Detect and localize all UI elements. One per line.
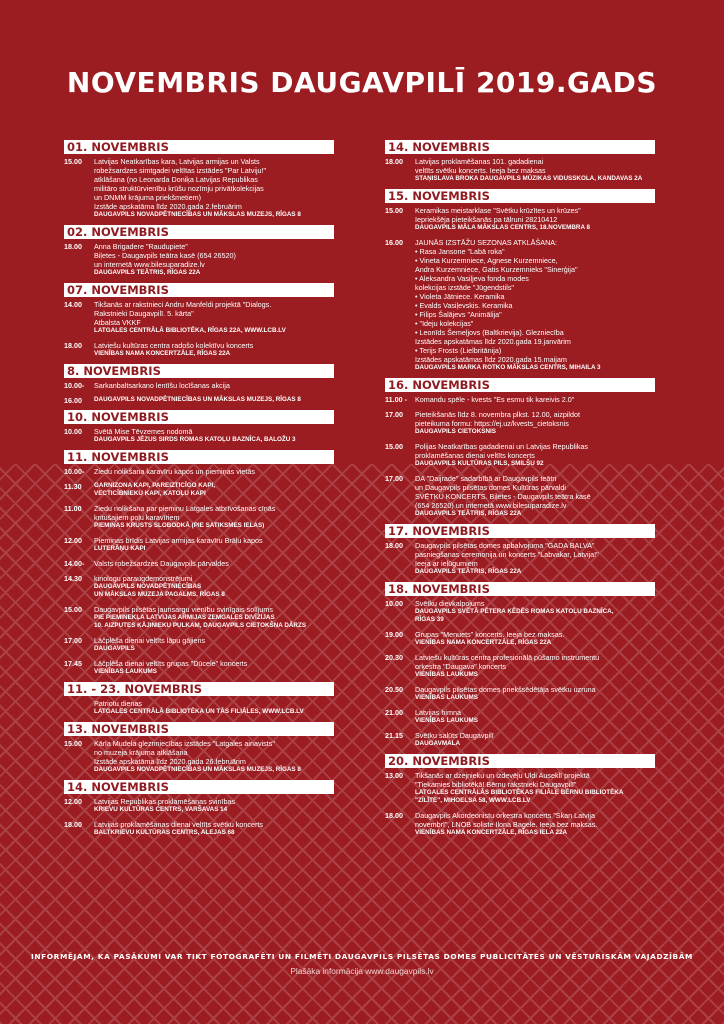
event-description: Keramikas meistarklase "Svētku krūzītes un krūzes" Iepriekšēja pieteikšanās pa tālruni 28210412 — [415, 206, 581, 224]
event-item — [385, 410, 655, 436]
date-section — [385, 582, 655, 748]
event-item — [64, 536, 334, 553]
date-header: 16. NOVEMBRIS — [385, 378, 655, 392]
event-time: 18.00 — [385, 541, 403, 550]
date-header: 8. NOVEMBRIS — [64, 364, 334, 378]
event-time: 15.00 — [64, 157, 82, 166]
event-description: Lāčplēša dienai veltīts lāpu gājiens — [94, 636, 206, 645]
event-venue: LATGALES CENTRĀLĀ BIBLIOTĒKA UN TĀS FILIĀLES, WWW.LCB.LV — [94, 708, 304, 715]
date-header: 14. NOVEMBRIS — [385, 140, 655, 154]
event-venue: DAUGAVMALA — [415, 740, 461, 747]
event-item — [64, 574, 334, 599]
date-section — [64, 140, 334, 219]
event-time: 18.00 — [64, 242, 82, 251]
event-item — [64, 482, 334, 498]
event-time: 14.30 — [64, 574, 82, 583]
event-venue: PIEMIŅAS KRUSTS SLOBODKĀ (PIE SATIKSMES IELAS) — [94, 522, 265, 529]
event-time: 18.00 — [64, 820, 82, 829]
event-venue: BALTKRIEVU KULTŪRAS CENTRS, ALEJAS 68 — [94, 829, 235, 836]
date-header: 11. - 23. NOVEMBRIS — [64, 682, 334, 696]
date-section — [385, 140, 655, 183]
event-venue: KRIEVU KULTŪRAS CENTRS, VARŠAVAS 14 — [94, 806, 228, 813]
event-time: 18.00 — [385, 811, 403, 820]
event-description: Valsts robežsardzes Daugavpils pārvaldes — [94, 559, 229, 568]
event-venue: VIENĪBAS LAUKUMS — [415, 671, 478, 678]
event-description: Tikšanās ar dzejnieku un izdevēju Uldi Auseklī projektā "Tiekamies bibliotēkā! Bērnu rakstnieki Daugavpilī" — [415, 771, 590, 789]
event-description: Latvijas proklamēšanas dienai veltīts svētku koncerts — [94, 820, 263, 829]
event-time: 13.00 — [385, 771, 403, 780]
event-description: Daugavpils pilsētas domes apbalvojuma "GADA BALVA" pasniegšanas ceremonija un koncerts "Labvakar, Latvija!" Ieeja ar ielūgumiem — [415, 541, 599, 568]
event-venue: DAUGAVPILS — [94, 645, 135, 652]
event-venue: GARNIZONA KAPI, PAREIZTICĪGO KAPI, VECTICĪBNIEKU KAPI, KATOĻU KAPI — [94, 482, 216, 497]
event-time: 18.00 — [385, 157, 403, 166]
event-item — [385, 771, 655, 805]
event-item — [385, 442, 655, 468]
event-time: 15.00 — [385, 206, 403, 215]
event-item — [64, 739, 334, 774]
event-item — [385, 731, 655, 748]
event-venue: DAUGAVPILS TEĀTRIS, RĪGAS 22A — [94, 269, 201, 276]
event-description: Svētā Mise Tēvzemes nodomā — [94, 427, 193, 436]
date-section — [385, 189, 655, 372]
event-item — [64, 381, 334, 390]
date-header: 14. NOVEMBRIS — [64, 780, 334, 794]
date-section — [64, 364, 334, 404]
event-time: 10.00 — [64, 427, 82, 436]
event-description: Latviešu kultūras centra radošo kolektīvu koncerts — [94, 341, 254, 350]
event-description: Ziedu nolikšana karavīru kapos un piemiņas vietās — [94, 467, 256, 476]
date-header: 02. NOVEMBRIS — [64, 225, 334, 239]
event-time: 19.00 — [385, 630, 403, 639]
event-venue: VIENĪBAS NAMA KONCERTZĀLE, RĪGAS 22A — [415, 639, 552, 646]
event-venue: DAUGAVPILS MĀLA MĀKSLAS CENTRS, 18.NOVEMBRA 8 — [415, 224, 591, 231]
date-header: 01. NOVEMBRIS — [64, 140, 334, 154]
event-venue: DAUGAVPILS TEĀTRIS, RĪGAS 22A — [415, 510, 522, 517]
event-time: 12.00 — [64, 536, 82, 545]
event-description: Latvijas Republikas proklamēšanas svinības — [94, 797, 236, 806]
event-item — [64, 341, 334, 358]
event-item — [64, 504, 334, 530]
event-item — [64, 605, 334, 630]
event-venue: VIENĪBAS LAUKUMS — [94, 668, 157, 675]
event-time: 15.00 — [385, 442, 403, 451]
date-section — [64, 682, 334, 716]
event-item — [64, 300, 334, 335]
event-description: Sarkanbaltsarkano lentīšu locīšanas akcija — [94, 381, 230, 390]
event-time: 10.00- — [64, 467, 85, 476]
event-description: Latviešu kultūras centra profesionālā pūšamo instrumentu orķestra "Daugava" koncerts — [415, 653, 600, 671]
event-venue: DAUGAVPILS SVĒTĀ PĒTERA ĶĒDĒS ROMAS KATOĻU BAZNĪCA, RĪGAS 39 — [415, 608, 614, 623]
event-venue: DAUGAVPILS KULTŪRAS PILS, SMILŠU 92 — [415, 460, 544, 467]
date-header: 17. NOVEMBRIS — [385, 524, 655, 538]
event-description: Tikšanās ar rakstnieci Andru Manfeldi projektā "Dialogs. Rakstnieki Daugavpilī. 5. kārta" Atbalsta VKKF — [94, 300, 272, 327]
event-time: 16.00 — [64, 396, 82, 405]
event-description: Latvijas proklamēšanas 101. gadadienai veltīts svētku koncerts. Ieeja bez maksas — [415, 157, 546, 175]
event-description: Polijas Neatkarības gadadienai un Latvijas Republikas proklamēšanas dienai veltīts koncerts — [415, 442, 589, 460]
event-time: 17.00 — [385, 474, 403, 483]
date-section — [64, 722, 334, 774]
event-item — [64, 659, 334, 676]
date-section — [385, 524, 655, 576]
event-description: Ziedu nolikšana par piemiņu Latgales atbrīvošanas cīņās kritušajiem poļu karavīriem — [94, 504, 276, 522]
date-header: 13. NOVEMBRIS — [64, 722, 334, 736]
date-section — [385, 754, 655, 837]
page-title: NOVEMBRIS DAUGAVPILĪ 2019.GADS — [66, 66, 658, 99]
event-time: 14.00- — [64, 559, 85, 568]
event-description: Grupas "Menuets" koncerts. Ieeja bez maksas. — [415, 630, 565, 639]
event-description: Komandu spēle - kvests "Es esmu tik kareivis 2.0" — [415, 395, 575, 404]
event-time: 10.00- — [64, 381, 85, 390]
event-item — [385, 395, 655, 404]
date-header: 15. NOVEMBRIS — [385, 189, 655, 203]
event-description: kinologu paraugdemonstrējumi — [94, 574, 193, 583]
date-section — [385, 378, 655, 518]
event-time: 17.45 — [64, 659, 82, 668]
event-item — [385, 599, 655, 624]
event-venue: DAUGAVPILS NOVADPĒTNIECĪBAS UN MĀKSLAS MUZEJS, RĪGAS 8 — [94, 211, 301, 218]
event-venue: DAUGAVPILS NOVADPĒTNIECĪBAS UN MĀKSLAS MUZEJA PAGALMS, RĪGAS 8 — [94, 583, 225, 598]
date-header: 10. NOVEMBRIS — [64, 410, 334, 424]
event-item — [64, 242, 334, 277]
event-description: Piemiņas brīdis Latvijas armijas karavīru Brāļu kapos — [94, 536, 263, 545]
event-item — [64, 157, 334, 219]
event-item — [385, 206, 655, 232]
event-description: Daugavpils pilsētas domes priekšsēdētāja svētku uzruna — [415, 685, 596, 694]
event-venue: DAUGAVPILS JĒZUS SIRDS ROMAS KATOĻU BAZNĪCA, BALOŽU 3 — [94, 436, 296, 443]
event-venue: PIE PIEMINEKĻA LATVIJAS ARMIJAS ZEMGALES DIVĪZIJAS 10. AIZPUTES KĀJINIEKU PULKAM, DAUGAVPILS CIETOKŠŅA DĀRZS — [94, 614, 307, 629]
event-description: Latvijas Neatkarības kara, Latvijas armijas un Valsts robežsardzes simtgadei veltītas izstādes "Par Latviju!" atklāšana (no Leonarda Doniķa Latvijas Republikas militāro struktūrvienību krūšu nozīmju privātkolekcijas un DNMM krājuma priekšmetiem) Izstāde apskatāma līdz 2020.gada 2.februārim — [94, 157, 267, 211]
event-item — [64, 396, 334, 404]
event-venue: DAUGAVPILS MARKA ROTKO MĀKSLAS CENTRS, MIHAILA 3 — [415, 364, 601, 371]
event-venue: LUTERĀŅU KAPI — [94, 545, 146, 552]
event-time: 20.50 — [385, 685, 403, 694]
event-venue: DAUGAVPILS NOVADPĒTNIECĪBAS UN MĀKSLAS MUZEJS, RĪGAS 8 — [94, 396, 301, 403]
event-description: Daugavpils pilsētas jaunsargu vienību svinīgais solījums — [94, 605, 273, 614]
event-item — [64, 820, 334, 837]
event-time: 11.00 — [64, 504, 82, 513]
event-time: 21.15 — [385, 731, 403, 740]
event-description: JAUNĀS IZSTĀŽU SEZONAS ATKLĀŠANA: • Rasa Jansone "Labā roka" • Vineta Kurzemniece, Agnese Kurzemniece, Andra Kurzemniece, Gatis Kurzemnieks "Sinerģija" • Aleksandra Vasiļjeva fonda modes kolekcijas izstāde "Jūgendstils" • Violeta Jātniece. Keramika • Evalds Vasiļevskis. Keramika • Filips Šalājevs "Animālija" • "Ideju kolekcijas" • Leonīds Šemeļjovs (Baltkrievija). Glezniecība Izstādes apskatāmas līdz 2020.gada 19.janvārim • Terijs Frosts (Lielbritānija) Izstādes apskatāmas līdz 2020.gada 15.maijam — [415, 238, 578, 364]
event-time: 15.00 — [64, 739, 82, 748]
event-item — [385, 811, 655, 837]
event-item — [64, 797, 334, 814]
event-venue: VIENĪBAS NAMA KONCERTZĀLE, RĪGAS 22A — [94, 350, 231, 357]
event-time: 11.00 - — [385, 395, 407, 404]
event-item — [64, 636, 334, 653]
event-venue: DAUGAVPILS NOVADPĒTNIECĪBAS UN MĀKSLAS MUZEJS, RĪGAS 8 — [94, 766, 301, 773]
event-item — [385, 238, 655, 372]
event-description: Patriotu dienas — [94, 699, 142, 708]
event-time: 14.00 — [64, 300, 82, 309]
event-item — [385, 653, 655, 679]
event-venue: VIENĪBAS NAMA KONCERTZĀLE, RĪGAS IELA 22A — [415, 829, 568, 836]
event-description: Svētku salūts Daugavpilī — [415, 731, 494, 740]
date-header: 20. NOVEMBRIS — [385, 754, 655, 768]
date-section — [64, 410, 334, 444]
right-column — [385, 140, 655, 843]
event-item — [64, 427, 334, 444]
event-time: 15.00 — [64, 605, 82, 614]
event-description: Latvijas himna — [415, 708, 461, 717]
date-header: 11. NOVEMBRIS — [64, 450, 334, 464]
date-section — [64, 450, 334, 676]
event-time: 10.00 — [385, 599, 403, 608]
event-venue: LATGALES CENTRĀLĀS BIBLIOTĒKAS FILIĀLE BĒRNU BIBLIOTĒKA "ZĪLĪTE", MIHOELSA 58, WWW.LCB.LV — [415, 789, 624, 804]
date-section — [64, 225, 334, 277]
event-description: Svētku dievkalpojums — [415, 599, 485, 608]
event-time: 12.00 — [64, 797, 82, 806]
event-item — [385, 541, 655, 576]
event-time: 17.00 — [385, 410, 403, 419]
date-section — [64, 283, 334, 358]
event-description: Daugavpils Akordeonistu orķestra koncerts "Skan Latvija novembrī", LNOB soliste Ilona Bagele. Ieeja bez maksas. — [415, 811, 598, 829]
event-description: DA "Daijrade" sadarbībā ar Daugavpils teātri un Daugavpils pilsētas domes Kultūras pārvaldi SVĒTKU KONCERTS. Biļetes - Daugavpils teātra kasē (654 26520) un internetā www.bilesuparadize.lv — [415, 474, 591, 510]
event-time: 11.30 — [64, 482, 82, 491]
event-venue: VIENĪBAS LAUKUMS — [415, 717, 478, 724]
event-venue: VIENĪBAS LAUKUMS — [415, 694, 478, 701]
event-description: Lāčplēša dienai veltīts grupas "Dūcele" koncerts — [94, 659, 248, 668]
event-item — [385, 157, 655, 183]
event-venue: STAŅISLAVA BROKA DAUGAVPILS MŪZIKAS VIDUSSKOLA, KANDAVAS 2A — [415, 175, 643, 182]
event-item — [385, 685, 655, 702]
footer-notice: INFORMĒJAM, KA PASĀKUMI VAR TIKT FOTOGRAFĒTI UN FILMĒTI DAUGAVPILS PILSĒTAS DOMES PUBLICITĀTES UN VĒSTURISKĀM VAJADZĪBĀM — [30, 952, 694, 961]
date-header: 18. NOVEMBRIS — [385, 582, 655, 596]
event-venue: LATGALES CENTRĀLĀ BIBLIOTĒKA, RĪGAS 22A, WWW.LCB.LV — [94, 327, 286, 334]
event-item — [385, 708, 655, 725]
event-time: 20.30 — [385, 653, 403, 662]
event-item — [64, 467, 334, 476]
event-item — [64, 559, 334, 568]
event-time: 18.00 — [64, 341, 82, 350]
event-venue: DAUGAVPILS CIETOKSNIS — [415, 428, 496, 435]
footer-more-info: Plašāka informācija www.daugavpils.lv — [290, 966, 434, 976]
date-section — [64, 780, 334, 837]
event-description: Anna Brigadere "Raudupiete" Biļetes - Daugavpils teātra kasē (654 26520) un internetā www.bilesuparadize.lv — [94, 242, 236, 269]
event-item — [385, 474, 655, 518]
event-item — [64, 699, 334, 716]
event-time: 17.00 — [64, 636, 82, 645]
event-venue: DAUGAVPILS TEĀTRIS, RĪGAS 22A — [415, 568, 522, 575]
left-column — [64, 140, 334, 843]
event-time: 21.00 — [385, 708, 403, 717]
event-time: 16.00 — [385, 238, 403, 247]
event-description: Kārļa Mudela gleznniecības izstādes "Latgales ainavists" no muzeja krājuma atklāšana Izstāde apskatāma līdz 2020.gada 26.februārim — [94, 739, 275, 766]
date-header: 07. NOVEMBRIS — [64, 283, 334, 297]
event-item — [385, 630, 655, 647]
event-description: Pieteikšanās līdz 8. novembra plkst. 12.00, aizpildot pieteikuma formu: https://ej.uz/kvests_cietoksnis — [415, 410, 581, 428]
